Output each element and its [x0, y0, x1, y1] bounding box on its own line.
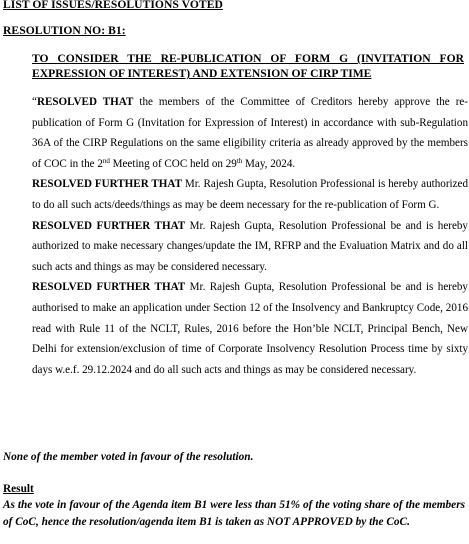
voting-note: None of the member voted in favour of the resolution. [3, 451, 254, 463]
paragraph-text: Mr. Rajesh Gupta, Resolution Professional be and is hereby authorized to make necessary changes/update the IM, RFRP and the Evaluation Matrix and do all such acts and things as may be considered necessary. [32, 219, 468, 273]
resolution-paragraph-3 [32, 216, 468, 278]
resolution-paragraph-2 [32, 174, 468, 215]
resolved-further-lead: RESOLVED FURTHER THAT [32, 219, 186, 232]
paragraph-text: Mr. Rajesh Gupta, Resolution Professional is hereby authorized to do all such acts/deeds/things as may be deem necessary for the re-publication of Form G. [32, 178, 468, 211]
resolution-paragraph-4 [32, 277, 468, 380]
paragraph-text: Meeting of COC held on 29 [109, 157, 237, 170]
resolved-further-lead: RESOLVED FURTHER THAT [32, 178, 182, 191]
list-heading: LIST OF ISSUES/RESOLUTIONS VOTED [3, 0, 223, 11]
paragraph-text: the members of the Committee of Creditors hereby approve the re-publication of Form G (Invitation for Expression of Interest) in accordance with sub-Regulation 36A of the CIRP Regulations on the same eligibility criteria as already approved by the members of COC in the 2 [32, 96, 469, 170]
resolution-paragraph-1 [32, 92, 468, 174]
resolution-body [32, 92, 468, 380]
open-quote: “ [32, 96, 37, 108]
result-text: As the vote in favour of the Agenda item B1 were less than 51% of the voting share of the members of CoC, hence the resolution/agenda item B1 is taken as NOT APPROVED by the CoC. [3, 499, 465, 528]
paragraph-text: Mr. Rajesh Gupta, Resolution Professional be and is hereby authorised to make an application under Section 12 of the Insolvency and Bankruptcy Code, 2016 read with Rule 11 of the NCLT, Rules, 2016 before the Hon’ble NCLT, Principal Bench, New Delhi for extension/exclusion of time of Corporate Insolvency Resolution Process time by sixty days w.e.f. 29.12.2024 and do all such acts and things as may be considered necessary. [32, 281, 468, 376]
paragraph-text: May, 2024. [242, 157, 296, 170]
resolution-title: TO CONSIDER THE RE-PUBLICATION OF FORM G (INVITATION FOR EXPRESSION OF INTEREST) AND EXTENSION OF CIRP TIME [32, 52, 464, 80]
resolution-number: RESOLUTION NO: B1: [3, 24, 126, 37]
resolved-lead: RESOLVED THAT [36, 96, 134, 108]
result-label: Result [3, 483, 34, 495]
ordinal-suffix: th [236, 156, 243, 165]
resolved-further-lead: RESOLVED FURTHER THAT [32, 281, 186, 294]
ordinal-suffix: nd [102, 156, 110, 165]
